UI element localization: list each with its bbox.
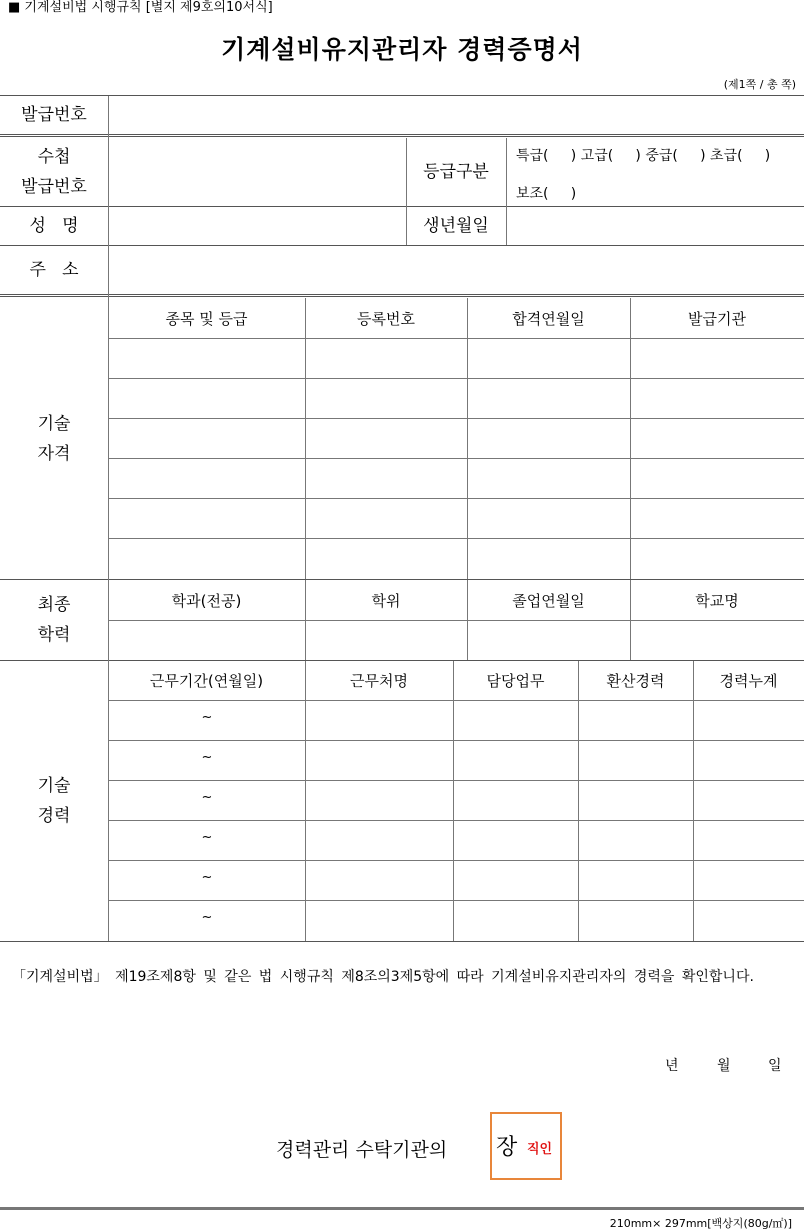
qualification-section-label xyxy=(0,298,108,579)
grid-line xyxy=(108,740,804,741)
period-separator: ~ xyxy=(201,870,213,885)
page-info: (제1쪽 / 총 쪽) xyxy=(723,78,796,91)
grid-line xyxy=(108,820,804,821)
issuer-name: 경력관리 수탁기관의 xyxy=(276,1139,448,1161)
paper-spec: 210mm× 297mm[백상지(80g/㎡)] xyxy=(609,1217,792,1230)
qualification-header-registration: 등록번호 xyxy=(357,309,415,328)
table-bottom-border xyxy=(0,941,804,942)
legal-basis: ■ 기계설비법 시행규칙 [별지 제9호의10서식] xyxy=(8,0,273,15)
issue-number-label: 발급번호 xyxy=(21,105,87,125)
date-year-label: 년 xyxy=(665,1058,679,1074)
confirmation-statement: 「기계설비법」 제19조제8항 및 같은 법 시행규칙 제8조의3제5항에 따라 기계설비유지관리자의 경력을 확인합니다. xyxy=(12,969,754,985)
career-header-workplace: 근무처명 xyxy=(350,672,408,690)
date-month-label: 월 xyxy=(717,1058,731,1074)
period-separator: ~ xyxy=(201,910,213,925)
career-label-line2: 경력 xyxy=(37,806,71,826)
education-label-line2: 학력 xyxy=(37,625,71,645)
education-header-school: 학교명 xyxy=(695,591,739,610)
education-header-degree: 학위 xyxy=(371,591,401,610)
grid-line xyxy=(108,378,804,379)
grid-line xyxy=(108,458,804,459)
row-divider xyxy=(0,245,804,246)
period-separator: ~ xyxy=(201,830,213,845)
grid-line xyxy=(108,900,804,901)
notebook-issue-label-line1: 수첩 xyxy=(37,147,71,167)
date-day-label: 일 xyxy=(768,1058,782,1074)
name-label: 성 명 xyxy=(29,216,79,236)
education-section-label xyxy=(0,580,108,660)
grid-line xyxy=(108,700,804,701)
official-seal-mark: 직인 xyxy=(527,1142,553,1157)
period-separator: ~ xyxy=(201,750,213,765)
grid-col xyxy=(453,661,454,941)
grid-col xyxy=(693,661,694,941)
period-separator: ~ xyxy=(201,790,213,805)
section-divider xyxy=(0,134,804,137)
qualification-label-line1: 기술 xyxy=(37,413,71,434)
qualification-header-issuer: 발급기관 xyxy=(688,309,746,328)
education-header-major: 학과(전공) xyxy=(171,591,242,610)
qualification-label-line2: 자격 xyxy=(37,443,71,464)
grid-line xyxy=(108,780,804,781)
label-column-divider xyxy=(108,96,109,941)
qualification-header-type: 종목 및 등급 xyxy=(165,309,248,328)
education-header-graduation-date: 졸업연월일 xyxy=(512,591,585,610)
education-label-line1: 최종 xyxy=(37,595,71,615)
grid-line xyxy=(108,338,804,339)
birth-date-label: 생년월일 xyxy=(423,216,489,236)
table-top-border xyxy=(0,95,804,96)
form-title: 기계설비유지관리자 경력증명서 xyxy=(221,35,583,64)
grade-options-line1: 특급( ) 고급( ) 중급( ) 초급( ) xyxy=(516,148,771,164)
footer-rule xyxy=(0,1207,804,1210)
grid-col xyxy=(578,661,579,941)
grid-col xyxy=(305,298,306,579)
grid-line xyxy=(108,620,804,621)
career-label-line1: 기술 xyxy=(37,776,71,796)
career-header-cumulative: 경력누계 xyxy=(719,672,778,690)
row-divider xyxy=(0,206,804,207)
career-header-converted: 환산경력 xyxy=(606,672,665,690)
grid-line xyxy=(108,538,804,539)
section-divider xyxy=(0,294,804,297)
notebook-issue-label-line2: 발급번호 xyxy=(21,177,87,197)
qualification-header-pass-date: 합격연월일 xyxy=(512,309,585,328)
notebook-issue-label xyxy=(0,138,108,206)
grid-line xyxy=(108,498,804,499)
career-section-label xyxy=(0,661,108,941)
address-label: 주 소 xyxy=(29,260,79,280)
career-header-period: 근무기간(연월일) xyxy=(149,672,264,690)
grid-col xyxy=(630,298,631,579)
grid-col xyxy=(467,298,468,579)
grade-options-line2: 보조( ) xyxy=(516,186,577,202)
grid-line xyxy=(108,418,804,419)
grade-label: 등급구분 xyxy=(423,162,489,182)
grid-line xyxy=(108,860,804,861)
period-separator: ~ xyxy=(201,710,213,725)
column-divider xyxy=(506,138,507,245)
career-header-duty: 담당업무 xyxy=(486,672,545,690)
head-title: 장 xyxy=(496,1135,518,1160)
